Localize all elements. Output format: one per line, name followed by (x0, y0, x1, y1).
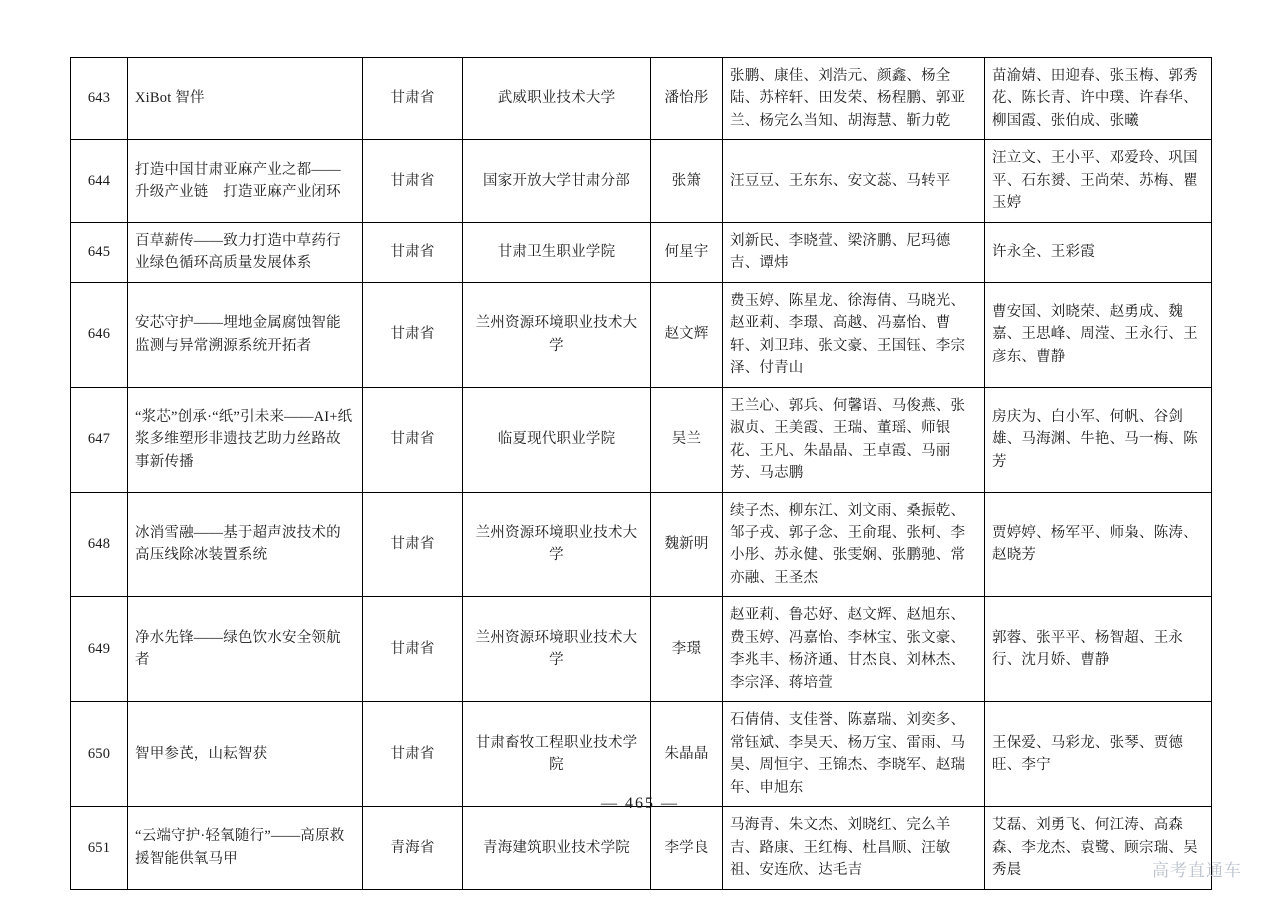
table-row (71, 597, 1212, 702)
table-row (71, 140, 1212, 222)
province: 甘肃省 (363, 58, 463, 140)
advisors: 王保爱、马彩龙、张琴、贾德旺、李宁 (985, 702, 1212, 807)
school-name: 兰州资源环境职业技术大学 (463, 282, 651, 387)
row-number: 643 (71, 58, 128, 140)
team-members: 刘新民、李晓萱、梁济鹏、尼玛德吉、谭炜 (723, 222, 985, 282)
advisors: 苗渝婧、田迎春、张玉梅、郭秀花、陈长青、许中璞、许春华、柳国霞、张伯成、张曦 (985, 58, 1212, 140)
team-members: 王兰心、郭兵、何馨语、马俊燕、张淑贞、王美霞、王瑞、董瑶、师银花、王凡、朱晶晶、王卓霞、马丽芳、马志鹏 (723, 387, 985, 492)
school-name: 甘肃卫生职业学院 (463, 222, 651, 282)
team-members: 马海青、朱文杰、刘晓红、完么羊吉、路康、王红梅、杜昌顺、汪敏祖、安连欣、达毛吉 (723, 807, 985, 889)
province: 甘肃省 (363, 282, 463, 387)
project-list-table (70, 57, 1212, 890)
project-title: 安芯守护——埋地金属腐蚀智能监测与异常溯源系统开拓者 (128, 282, 363, 387)
table-row (71, 282, 1212, 387)
team-members: 费玉婷、陈星龙、徐海倩、马晓光、赵亚莉、李璟、高越、冯嘉怡、曹轩、刘卫玮、张文豪、王国钰、李宗泽、付青山 (723, 282, 985, 387)
row-number: 648 (71, 492, 128, 597)
page-number: — 465 — (601, 795, 679, 812)
advisors: 贾婷婷、杨军平、师枭、陈涛、赵晓芳 (985, 492, 1212, 597)
team-leader: 张箫 (651, 140, 723, 222)
row-number: 651 (71, 807, 128, 889)
project-title: 冰消雪融——基于超声波技术的高压线除冰装置系统 (128, 492, 363, 597)
team-leader: 朱晶晶 (651, 702, 723, 807)
team-leader: 李璟 (651, 597, 723, 702)
advisors: 汪立文、王小平、邓爱玲、巩国平、石东赟、王尚荣、苏梅、瞿玉婷 (985, 140, 1212, 222)
team-leader: 李学良 (651, 807, 723, 889)
project-title: “浆芯”创承·“纸”引未来——AI+纸浆多维塑形非遗技艺助力丝路故事新传播 (128, 387, 363, 492)
team-members: 赵亚莉、鲁芯妤、赵文辉、赵旭东、费玉婷、冯嘉怡、李林宝、张文豪、李兆丰、杨济通、甘杰良、刘林杰、李宗泽、蒋培萱 (723, 597, 985, 702)
advisors: 房庆为、白小军、何帆、谷剑雄、马海渊、牛艳、马一梅、陈芳 (985, 387, 1212, 492)
school-name: 临夏现代职业学院 (463, 387, 651, 492)
table-row (71, 807, 1212, 889)
team-members: 汪豆豆、王东东、安文蕊、马转平 (723, 140, 985, 222)
province: 甘肃省 (363, 140, 463, 222)
row-number: 645 (71, 222, 128, 282)
project-title: 百草薪传——致力打造中草药行业绿色循环高质量发展体系 (128, 222, 363, 282)
watermark: 高考直通车 (1152, 861, 1242, 880)
project-title: XiBot 智伴 (128, 58, 363, 140)
advisors: 许永全、王彩霞 (985, 222, 1212, 282)
school-name: 国家开放大学甘肃分部 (463, 140, 651, 222)
row-number: 647 (71, 387, 128, 492)
table-row (71, 492, 1212, 597)
school-name: 武威职业技术大学 (463, 58, 651, 140)
table-row (71, 702, 1212, 807)
school-name: 兰州资源环境职业技术大学 (463, 492, 651, 597)
team-leader: 魏新明 (651, 492, 723, 597)
province: 甘肃省 (363, 222, 463, 282)
school-name: 甘肃畜牧工程职业技术学院 (463, 702, 651, 807)
row-number: 646 (71, 282, 128, 387)
row-number: 644 (71, 140, 128, 222)
province: 甘肃省 (363, 387, 463, 492)
province: 甘肃省 (363, 492, 463, 597)
project-title: 净水先锋——绿色饮水安全领航者 (128, 597, 363, 702)
province: 青海省 (363, 807, 463, 889)
project-title: 智甲参芪，山耘智获 (128, 702, 363, 807)
row-number: 649 (71, 597, 128, 702)
team-leader: 吴兰 (651, 387, 723, 492)
table-row (71, 387, 1212, 492)
province: 甘肃省 (363, 702, 463, 807)
province: 甘肃省 (363, 597, 463, 702)
row-number: 650 (71, 702, 128, 807)
team-leader: 赵文辉 (651, 282, 723, 387)
school-name: 青海建筑职业技术学院 (463, 807, 651, 889)
project-title: “云端守护·轻氧随行”——高原救援智能供氧马甲 (128, 807, 363, 889)
table-row (71, 222, 1212, 282)
advisors: 郭蓉、张平平、杨智超、王永行、沈月娇、曹静 (985, 597, 1212, 702)
team-leader: 潘怡彤 (651, 58, 723, 140)
team-leader: 何星宇 (651, 222, 723, 282)
project-title: 打造中国甘肃亚麻产业之都——升级产业链 打造亚麻产业闭环 (128, 140, 363, 222)
advisors: 艾磊、刘勇飞、何江涛、高森森、李龙杰、袁鹭、顾宗瑞、吴秀晨 (985, 807, 1212, 889)
team-members: 续子杰、柳东江、刘文雨、桑振乾、邹子戎、郭子念、王俞琨、张柯、李小彤、苏永健、张雯娴、张鹏驰、常亦融、王圣杰 (723, 492, 985, 597)
advisors: 曹安国、刘晓荣、赵勇成、魏嘉、王思峰、周滢、王永行、王彦东、曹静 (985, 282, 1212, 387)
table-row (71, 58, 1212, 140)
team-members: 张鹏、康佳、刘浩元、颜鑫、杨全陆、苏梓轩、田发荣、杨程鹏、郭亚兰、杨完么当知、胡海慧、靳力乾 (723, 58, 985, 140)
school-name: 兰州资源环境职业技术大学 (463, 597, 651, 702)
team-members: 石倩倩、支佳誉、陈嘉瑞、刘奕多、常钰斌、李昊天、杨万宝、雷雨、马昊、周恒宇、王锦杰、李晓军、赵瑞年、申旭东 (723, 702, 985, 807)
